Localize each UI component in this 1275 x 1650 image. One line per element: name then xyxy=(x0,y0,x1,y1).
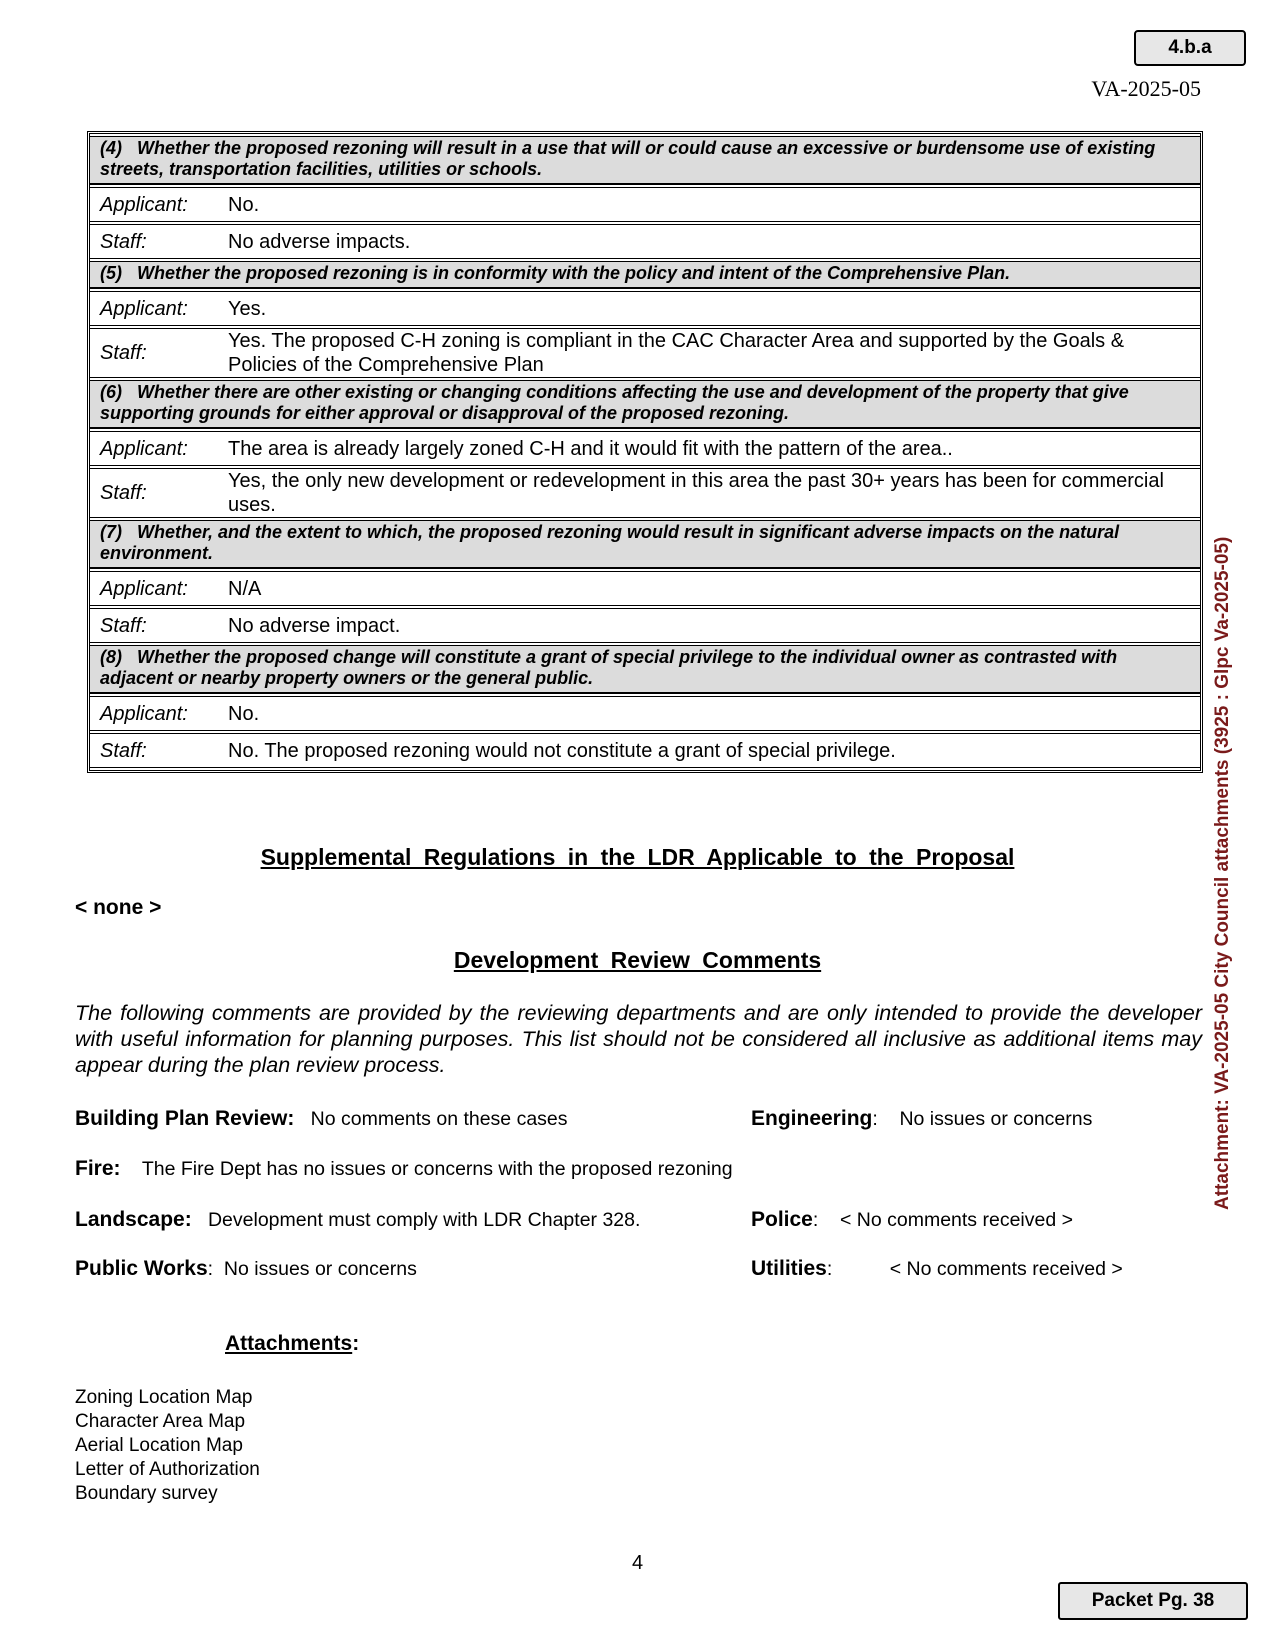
public-works-comment xyxy=(75,1257,417,1281)
public-works-text: No issues or concerns xyxy=(223,1258,417,1280)
utilities-comment xyxy=(751,1257,1123,1281)
attachments-list xyxy=(75,1386,260,1506)
applicant-label: Applicant: xyxy=(90,291,220,326)
engineering-text: No issues or concerns xyxy=(899,1108,1093,1130)
police-label: Police xyxy=(751,1208,813,1231)
staff-row xyxy=(90,224,1200,259)
criterion-question xyxy=(90,645,1200,694)
engineering-colon: : xyxy=(872,1108,878,1130)
applicant-label: Applicant: xyxy=(90,571,220,606)
attachment-item: Zoning Location Map xyxy=(75,1387,253,1408)
fire-label: Fire: xyxy=(75,1157,121,1180)
applicant-row xyxy=(90,291,1200,326)
staff-row xyxy=(90,468,1200,518)
public-works-colon: : xyxy=(207,1258,214,1280)
building-plan-review-label: Building Plan Review: xyxy=(75,1107,295,1130)
staff-answer: No. The proposed rezoning would not constitute a grant of special privilege. xyxy=(220,733,1200,768)
criterion-text: Whether there are other existing or changing conditions affecting the use and development of the property that give supporting grounds for either approval or disapproval of the proposed rezoning. xyxy=(100,382,1129,423)
attachments-heading-colon: : xyxy=(352,1332,360,1355)
applicant-label: Applicant: xyxy=(90,696,220,731)
utilities-text: < No comments received > xyxy=(889,1258,1123,1280)
police-comment xyxy=(751,1208,1073,1232)
staff-answer: Yes. The proposed C-H zoning is compliant in the CAC Character Area and supported by the Goals & Policies of the Comprehensive Plan xyxy=(220,328,1200,378)
staff-row xyxy=(90,733,1200,768)
applicant-answer: The area is already largely zoned C-H and it would fit with the pattern of the area.. xyxy=(220,431,1200,466)
criterion-question xyxy=(90,520,1200,569)
rezoning-criteria-table xyxy=(87,131,1203,773)
attachments-heading xyxy=(225,1332,359,1356)
document-code: VA-2025-05 xyxy=(1091,76,1201,101)
review-intro-paragraph: The following comments are provided by the reviewing departments and are only intended to provide the developer with useful information for planning purposes. This list should not be considered all inclusive as additional items may appear during the plan review process. xyxy=(75,1001,1202,1077)
criterion-text: Whether the proposed change will constitute a grant of special privilege to the individual owner as contrasted with adjacent or nearby property owners or the general public. xyxy=(100,647,1118,688)
supplemental-regulations-heading: Supplemental Regulations in the LDR Applicable to the Proposal xyxy=(260,844,1015,870)
agenda-tag-badge: 4.b.a xyxy=(1134,30,1246,66)
supplemental-regulations-value: < none > xyxy=(75,896,162,919)
criterion-question xyxy=(90,136,1200,185)
applicant-answer: No. xyxy=(220,696,1200,731)
criterion-number: (7) xyxy=(100,522,122,542)
applicant-answer: N/A xyxy=(220,571,1200,606)
attachments-heading-text: Attachments xyxy=(225,1332,353,1355)
applicant-answer: Yes. xyxy=(220,291,1200,326)
staff-label: Staff: xyxy=(90,468,220,518)
development-review-heading: Development Review Comments xyxy=(453,947,822,973)
criterion-number: (4) xyxy=(100,138,122,158)
landscape-label: Landscape: xyxy=(75,1208,192,1231)
attachment-item: Boundary survey xyxy=(75,1483,218,1504)
applicant-answer: No. xyxy=(220,187,1200,222)
applicant-label: Applicant: xyxy=(90,187,220,222)
staff-label: Staff: xyxy=(90,224,220,259)
staff-row xyxy=(90,328,1200,378)
police-colon: : xyxy=(812,1209,819,1231)
staff-answer: No adverse impacts. xyxy=(220,224,1200,259)
staff-answer: No adverse impact. xyxy=(220,608,1200,643)
criterion-text: Whether the proposed rezoning will result in a use that will or could cause an excessive or burdensome use of existing streets, transportation facilities, utilities or schools. xyxy=(100,138,1156,179)
fire-text: The Fire Dept has no issues or concerns with the proposed rezoning xyxy=(141,1158,733,1180)
staff-answer: Yes, the only new development or redevelopment in this area the past 30+ years has been for commercial uses. xyxy=(220,468,1200,518)
applicant-row xyxy=(90,571,1200,606)
attachment-item: Letter of Authorization xyxy=(75,1459,260,1480)
police-text: < No comments received > xyxy=(839,1209,1073,1231)
utilities-colon: : xyxy=(826,1258,833,1280)
staff-label: Staff: xyxy=(90,733,220,768)
criterion-number: (8) xyxy=(100,647,122,667)
attachment-side-note: Attachment: VA-2025-05 City Council attachments (3925 : Glpc Va-2025-05) xyxy=(1212,536,1233,1210)
staff-label: Staff: xyxy=(90,328,220,378)
criterion-question xyxy=(90,380,1200,429)
criterion-number: (6) xyxy=(100,382,122,402)
criterion-text: Whether, and the extent to which, the proposed rezoning would result in significant adverse impacts on the natural environment. xyxy=(100,522,1120,563)
attachment-item: Character Area Map xyxy=(75,1411,246,1432)
attachment-item: Aerial Location Map xyxy=(75,1435,243,1456)
fire-comment xyxy=(75,1157,733,1181)
engineering-label: Engineering xyxy=(751,1107,873,1130)
applicant-row xyxy=(90,431,1200,466)
building-plan-review-comment xyxy=(75,1107,568,1131)
building-plan-review-text: No comments on these cases xyxy=(310,1108,568,1130)
utilities-label: Utilities xyxy=(751,1257,827,1280)
landscape-text: Development must comply with LDR Chapter 328. xyxy=(207,1209,641,1231)
staff-label: Staff: xyxy=(90,608,220,643)
engineering-comment xyxy=(751,1107,1092,1131)
public-works-label: Public Works xyxy=(75,1257,208,1280)
criterion-text: Whether the proposed rezoning is in conformity with the policy and intent of the Comprehensive Plan. xyxy=(137,263,1011,283)
applicant-row xyxy=(90,187,1200,222)
applicant-label: Applicant: xyxy=(90,431,220,466)
applicant-row xyxy=(90,696,1200,731)
staff-row xyxy=(90,608,1200,643)
page-number: 4 xyxy=(631,1552,644,1574)
criterion-question xyxy=(90,261,1200,289)
criterion-number: (5) xyxy=(100,263,122,283)
landscape-comment xyxy=(75,1208,640,1232)
packet-page-badge: Packet Pg. 38 xyxy=(1058,1582,1248,1620)
